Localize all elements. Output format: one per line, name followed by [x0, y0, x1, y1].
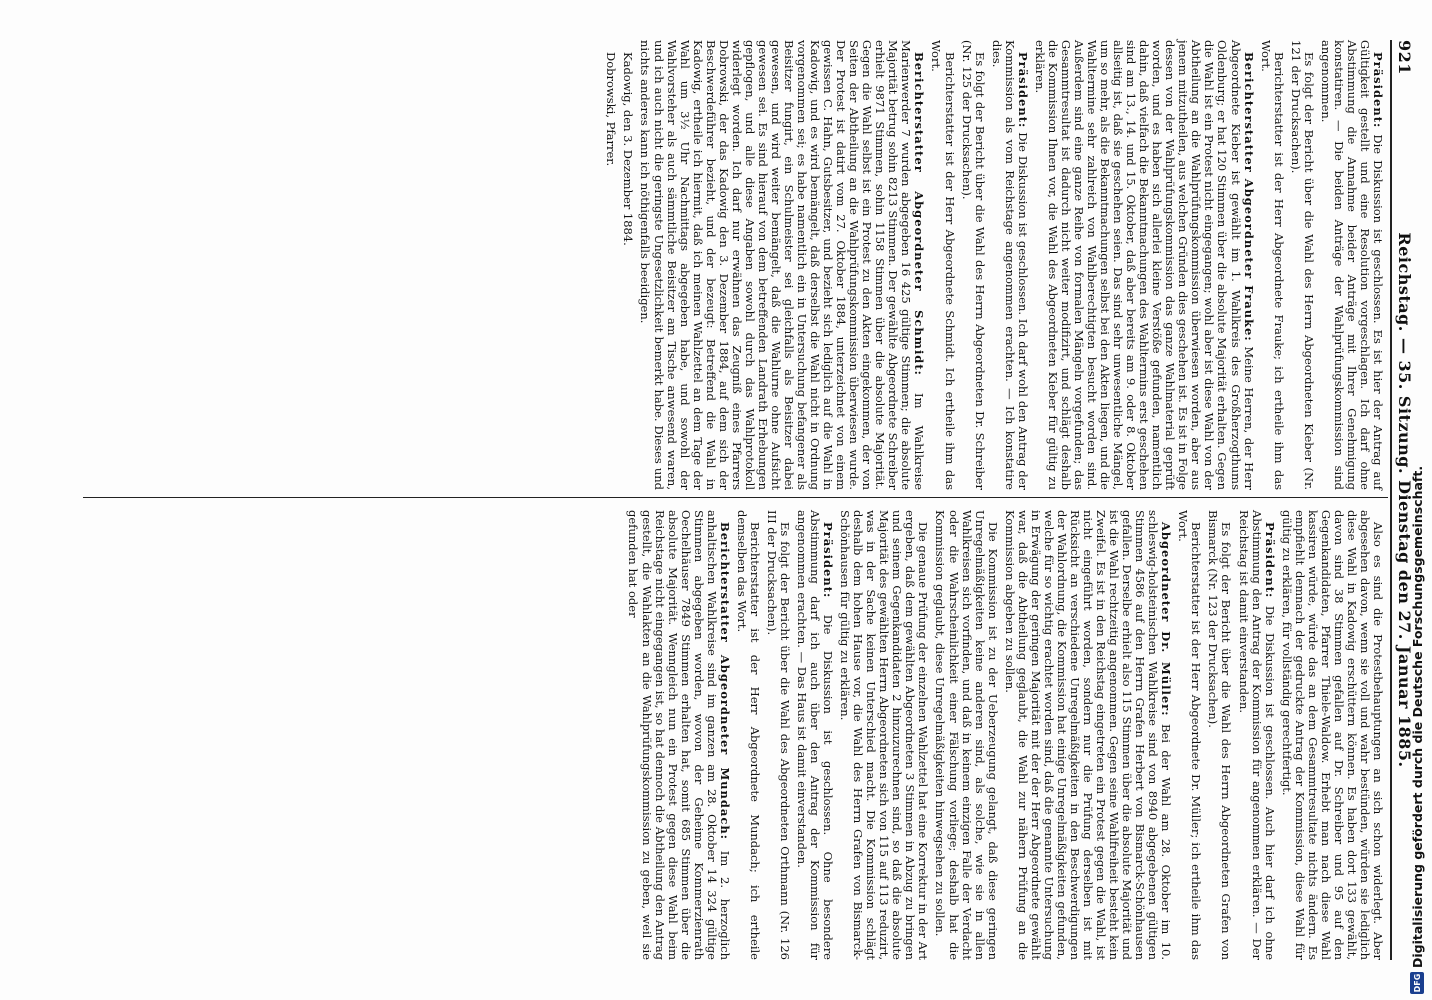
speaker-name: Präsident:: [821, 522, 836, 599]
footer-text: Digitalisierung gefördert durch die Deutsche Forschungsgemeinschaft.: [1409, 465, 1425, 968]
paragraph-text: Die Diskussion ist geschlossen. Auch hier darf ich ohne Abstimmung den Antrag der Kommission für angenommen erklären. — Der Reichstag ist damit einverstanden.: [1236, 510, 1277, 961]
text-column-left: [600, 40, 1384, 490]
dfg-logo: DFG: [1410, 972, 1424, 994]
paragraph: [626, 510, 730, 960]
paragraph-text: Im 2. herzoglich anhaltischen Wahlkreise sind im ganzen am 28. Oktober 14 324 gültige Stimmen abgegeben worden, wovon der Geheime Kommerzienrath Oechelhäuser 7849 Stimmen erhalten hat, somit 685 Stimmen über die absolute Majorität. Wenngleich nun ein Protest gegen diese Wahl beim Reichstage nicht eingegangen ist, so hat dennoch die Abtheilung den Antrag gestellt, die Wahlakten an die Wahlprüfungskommission zu geben, weil sie gefunden hat oder: [626, 510, 732, 960]
paragraph-text: Bei der Wahl am 28. Oktober im 10. schleswig-holsteinischen Wahlkreise sind von 8940 abgegebenen gültigen Stimmen 4586 auf den Herrn Grafen Herbert von Bismarck-Schönhausen gefallen. Derselbe erhielt also 115 Stimmen über die absolute Majorität und ist die Wahl rechtzeitig angenommen. Gegen seine Wahlfreiheit besteht kein Zweifel. Es ist in den Reichstag eingetreten ein Protest gegen die Wahl, ist nicht eingeführt worden, sondern nur die Prüfung derselben ist mit Rücksicht an verschiedene Unregelmäßigkeiten in den Beschwerdigungen der Wahlordnung, die Kommission hat einige Unregelmäßigkeiten gefunden, welche für so wichtig erachtet worden sind, daß die genannte Untersuchung in Erwägung der geringen Majorität mit der der Herr Abgeordnete gewählt war, daß die Abtheilung geglaubt, die Wahl zur nähern Prüfung an die Kommission abgeben zu sollen.: [1002, 510, 1174, 960]
paragraph: [1259, 40, 1285, 490]
paragraph-text: Meine Herren, der Herr Abgeordnete Kieber ist gewählt im 1. Wahlkreis des Großherzogthums Oldenburg; er hat 120 Stimmen über die absolute Majorität erhalten. Gegen die Wahl ist ein Protest nicht eingegangen; wohl aber ist diese Wahl von der Abtheilung an die Wahlprüfungskommission überwiesen worden, aber aus jenem mitzutheilen, aus welchen Gründen dies geschehen ist. Es ist in Folge dessen von der Wahlprüfungskommission das ganze Wahlmaterial geprüft worden, und es haben sich allerlei kleine Verstöße gefunden, namentlich dahin, daß vielfach die Bekanntmachungen des Wahltermins erst geschehen sind am 13., 14. und 15. Oktober, daß aber bereits am 9. oder 8. Oktober allseitig ist, daß sie geschehen seien. Das sind sehr unwesentliche Mängel, um so mehr, als die Bekanntmachungen selbst bei den Akten liegen, und die Wahltermine sehr zahlreich von Wahlberechtigten besucht worden sind. Außerdem sind eine ganze Reihe von formalen Mängeln vorgefunden; das Gesammtresultat ist dadurch nicht weiter modifizirt, und schlägt deshalb die Kommission Ihnen vor, die Wahl des Abgeordneten Kieber für gültig zu erklären.: [1032, 40, 1256, 490]
speaker-name: Abgeordneter Dr. Müller:: [1159, 522, 1174, 717]
page-header: Reichstag. — 35. Sitzung. Dienstag den 27. Januar 1885.: [1395, 232, 1414, 768]
paragraph: [765, 510, 791, 960]
paragraph-text: Die Kommission ist zu der Ueberzeugung gelangt, daß diese geringen Unregelmäßigkeiten keine anderen sind, als solche, wie sie in allen Wahlkreisen sich vorfinden, und daß in keinem einzigen Falle der Verdacht oder die Wahrscheinlichkeit einer Fälschung vorliege; deshalb hat die Kommission geglaubt, diese Unregelmäßigkeiten hinwegsehen zu sollen.: [933, 510, 1000, 960]
paragraph-text: Dobrowski, Pfarrer.: [604, 52, 619, 167]
paragraph-text: Es folgt der Bericht über die Wahl des Herrn Abgeordneten Kieber (Nr. 121 der Drucksachen).: [1288, 40, 1316, 490]
speaker-name: Berichterstatter Abgeordneter Frauke:: [1241, 52, 1256, 342]
paragraph-text: Die genaue Prüfung der einzelnen Wahlzettel hat eine Korrektur in der Art ergeben, daß dem gewählten Abgeordneten 3 Stimmen in Abzug zu bringen und seinem Gegenkandidaten 2 hinzuzurechnen sind, so daß die absolute Majorität des gewählten Herrn Abgeordneten sich von 115 auf 113 reduzirt, was in der Sache keinen Unterschied macht. Die Kommission schlägt deshalb dem hohen Hause vor, die Wahl des Herrn Grafen von Bismarck-Schönhausen für gültig zu erklären.: [838, 510, 931, 960]
digitization-footer: [1402, 0, 1432, 1000]
speaker-name: Präsident:: [1015, 52, 1030, 129]
paragraph-text: Die Diskussion ist geschlossen. Ohne besondere Abstimmung darf ich auch über den Antrag der Kommission für angenommen erachten. — Das Haus ist damit einverstanden.: [795, 510, 836, 960]
page-number: 921: [1395, 40, 1414, 75]
column-divider: [83, 497, 1388, 498]
paragraph: [960, 40, 986, 490]
paragraph: [621, 40, 634, 490]
paragraph-text: Kadowig, den 3. Dezember 1884.: [621, 52, 636, 246]
speaker-name: Berichterstatter Abgeordneter Mundach:: [717, 522, 732, 840]
paragraph-text: Berichterstatter ist der Herr Abgeordnete Mundach; ich ertheile demselben das Wort.: [734, 510, 762, 960]
paragraph: [838, 510, 929, 960]
paragraph: [1033, 40, 1255, 490]
paragraph-text: Es folgt der Bericht über die Wahl des Herrn Abgeordneten Grafen von Bismarck (Nr. 123 der Drucksachen).: [1206, 510, 1234, 960]
paragraph-text: Berichterstatter ist der Herr Abgeordnete Frauke; ich ertheile ihm das Wort.: [1258, 40, 1286, 490]
paragraph: [990, 40, 1029, 490]
paragraph: [933, 510, 998, 960]
paragraph-text: Berichterstatter ist der Herr Abgeordnete Schmidt. Ich ertheile ihm das Wort.: [929, 40, 957, 490]
text-column-right: [622, 510, 1384, 960]
paragraph: [1280, 510, 1384, 960]
paragraph: [1289, 40, 1315, 490]
paragraph: [638, 40, 925, 490]
paragraph: [1319, 40, 1384, 490]
paragraph: [795, 510, 834, 960]
paragraph: [1236, 510, 1275, 960]
paragraph: [929, 40, 955, 490]
paragraph-text: Es folgt der Bericht über die Wahl des Herrn Abgeordneten Dr. Schreiber (Nr. 125 der Drucksachen).: [959, 40, 987, 490]
header-rule: [1390, 40, 1392, 960]
paragraph: [1176, 510, 1202, 960]
paragraph-text: Es folgt der Bericht über die Wahl des Abgeordneten Orthmann (Nr. 126 III der Drucksachen).: [764, 510, 792, 960]
paragraph-text: Die Diskussion ist geschlossen. Es ist hier der Antrag auf Gültigkeit gestellt und eine Resolution vorgeschlagen. Ich darf ohne Abstimmung die Annahme beider Anträge mit Ihrer Genehmigung konstatiren. — Die beiden Anträge der Wahlprüfungskommission sind angenommen.: [1318, 40, 1385, 490]
speaker-name: Präsident:: [1262, 522, 1277, 599]
paragraph: [735, 510, 761, 960]
paragraph: [604, 40, 617, 490]
speaker-name: Präsident:: [1371, 52, 1385, 129]
paragraph-text: Im Wahlkreise Marienwerder 7 wurden abgegeben 16 425 gültige Stimmen; die absolute Majorität betrug sohin 8213 Stimmen. Der gewählte Abgeordnete Schreiber erhielt 9871 Stimmen, sohin 1158 Stimmen über die absolute Majorität. Gegen die Wahl selbst ist ein Protest zu den Akten eingekommen, der von Seiten der Abtheilung an die Wahlprüfungskommission überwiesen wurde. Der Protest ist datirt vom 27. Oktober 1884, unterzeichnet von einem gewissen C. Hahn, Gutsbesitzer, und bezieht sich lediglich auf die Wahl in Kadowig, und es wird bemängelt, daß derselbst die Wahl nicht in Ordnung vorgenommen sei; es habe namentlich ein in Untersuchung befangener als Beisitzer fungirt, ein Schulmeister sei gleichfalls als Beisitzer dabei gewesen, und wird weiter bemängelt, daß die Wahlurne ohne Aufsicht gewesen sei. Es sind hierauf von dem betreffenden Landrath Erhebungen gepflogen, und alle diese Angaben sowohl durch das Wahlprotokoll widerlegt worden. Ich darf nur erwähnen das Zeugniß eines Pfarrers Dobrowski, der das Kadowig den 3. Dezember 1884, auf dem sich der Beschwerdeführer bezieht, und der bezeugt: Betreffend die Wahl in Kadowig, ertheile ich hiermit, daß ich meinen Wahlzettel an dem Tage der Wahl um 3½ Uhr Nachmittags abgegeben habe, und sowohl der Wahlvorsteher als auch sämmtliche Beisitzer am Tische anwesend waren, und ich auch nicht die geringste Ungesetzlichkeit bemerkt habe. Dieses und nichts anderes kann ich nöthigenfalls beeidigen.: [638, 40, 927, 490]
paragraph: [1206, 510, 1232, 960]
paragraph-text: Berichterstatter ist der Herr Abgeordnete Dr. Müller; ich ertheile ihm das Wort.: [1176, 510, 1204, 960]
paragraph: [1003, 510, 1173, 960]
paragraph-text: Die Diskussion ist geschlossen. Ich darf wohl den Antrag der Kommission als vom Reichstage angenommen erachten. — Ich konstatire dies.: [989, 40, 1030, 491]
paragraph-text: Also es sind die Protestbehauptungen an sich schon widerlegt. Aber abgesehen davon, wenn sie voll und wahr bestünden, würden sie lediglich diese Wahl in Kadowig erschüttern können. Es haben dort 133 gewählt, davon sind 38 Stimmen gefallen auf Dr. Schreiber und 95 auf den Gegenkandidaten, Pfarrer Thiele-Waldow. Erhebt man nach diese Wahl kassiren würde, würde das an dem Gesammtresultate nichts ändern. Es empfiehlt demnach der gedruckte Antrag der Kommission, diese Wahl für gültig zu erklären, für vollständig gerechtfertigt.: [1279, 510, 1385, 960]
speaker-name: Berichterstatter Abgeordneter Schmidt:: [912, 52, 927, 376]
